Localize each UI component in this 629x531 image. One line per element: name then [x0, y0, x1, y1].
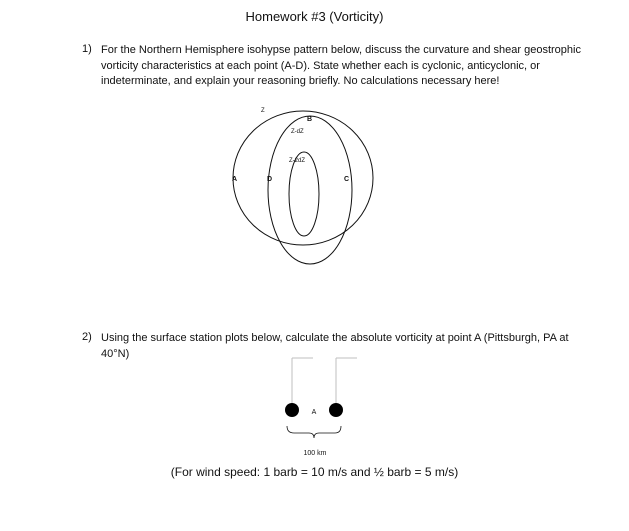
page-title: Homework #3 (Vorticity) — [245, 9, 384, 24]
distance-brace — [287, 426, 341, 438]
contour-label-outer: Z — [261, 108, 265, 114]
isohypse-diagram — [232, 108, 373, 264]
contour-label-middle: Z-dZ — [291, 129, 304, 135]
point-d-label: D — [267, 176, 273, 183]
station-plot-diagram — [285, 358, 357, 457]
point-c-label: C — [344, 176, 350, 183]
point-b-label: B — [307, 116, 313, 123]
contour-label-inner: Z-2dZ — [289, 158, 306, 164]
inner-contour — [289, 152, 319, 236]
wind-speed-footnote: (For wind speed: 1 barb = 10 m/s and ½ barb = 5 m/s) — [170, 465, 459, 479]
center-point-label: A — [311, 409, 317, 416]
question-2-number: 2) — [82, 331, 92, 343]
question-1-number: 1) — [82, 43, 92, 55]
left-station-marker — [285, 403, 299, 417]
point-a-label: A — [232, 176, 238, 183]
question-2-text: Using the surface station plots below, calculate the absolute vorticity at point A (Pittsburgh, PA at 40°N) — [101, 332, 569, 360]
distance-label: 100 km — [303, 450, 327, 457]
question-1-text: For the Northern Hemisphere isohypse pattern below, discuss the curvature and shear geostrophic vorticity characteristics at each point (A-D). State whether each is cyclonic, anticyclonic, or indeterminate, and explain your reasoning briefly. No calculations necessary here! — [101, 44, 581, 87]
right-station-marker — [329, 403, 343, 417]
